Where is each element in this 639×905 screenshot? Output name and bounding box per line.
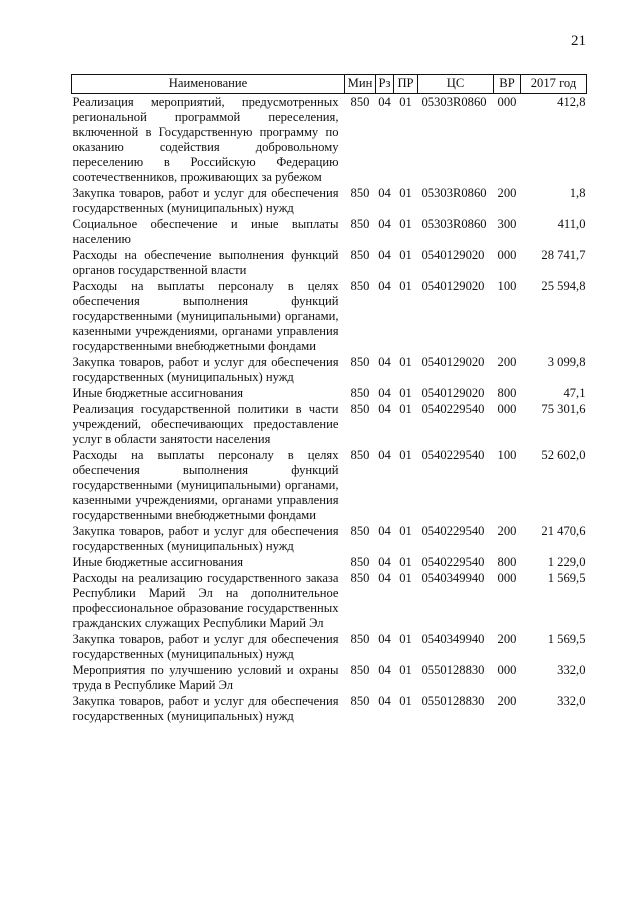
row-vr: 000 — [497, 402, 517, 416]
row-cs: 0540229540 — [421, 524, 485, 538]
row-name: Закупка товаров, работ и услуг для обеспечения государственных (муниципальных) нужд — [72, 632, 339, 661]
table-row — [72, 631, 587, 662]
row-rz: 04 — [378, 355, 391, 369]
row-rz: 04 — [378, 186, 391, 200]
row-cs: 0550128830 — [421, 694, 485, 708]
row-min: 850 — [350, 555, 370, 569]
row-pr: 01 — [399, 571, 412, 585]
row-cs: 0540349940 — [421, 632, 485, 646]
row-rz: 04 — [378, 217, 391, 231]
row-cs: 0550128830 — [421, 663, 485, 677]
row-rz: 04 — [378, 448, 391, 462]
row-rz: 04 — [378, 632, 391, 646]
row-pr: 01 — [399, 217, 412, 231]
row-name: Закупка товаров, работ и услуг для обеспечения государственных (муниципальных) нужд — [72, 186, 339, 215]
row-vr: 100 — [497, 448, 517, 462]
row-min: 850 — [350, 663, 370, 677]
row-name: Социальное обеспечение и иные выплаты населению — [72, 217, 339, 246]
row-pr: 01 — [399, 402, 412, 416]
page-number: 21 — [571, 33, 586, 49]
row-name: Закупка товаров, работ и услуг для обеспечения государственных (муниципальных) нужд — [72, 694, 339, 723]
row-vr: 100 — [497, 279, 517, 293]
row-pr: 01 — [399, 95, 412, 109]
row-rz: 04 — [378, 571, 391, 585]
row-amount: 332,0 — [557, 694, 586, 708]
row-pr: 01 — [399, 663, 412, 677]
row-rz: 04 — [378, 694, 391, 708]
row-vr: 200 — [497, 524, 517, 538]
row-amount: 411,0 — [557, 217, 586, 231]
row-amount: 1 229,0 — [547, 555, 586, 569]
col-min-header: Мин — [345, 75, 376, 94]
col-pr-header: ПР — [394, 75, 418, 94]
row-min: 850 — [350, 248, 370, 262]
row-rz: 04 — [378, 663, 391, 677]
row-name: Реализация мероприятий, предусмотренных региональной программой переселения, включенной в Государственную программу по оказанию содействия добровольному переселению в Российскую Федерацию соотечественников, проживающих за рубежом — [72, 95, 339, 184]
row-min: 850 — [350, 217, 370, 231]
row-min: 850 — [350, 402, 370, 416]
col-cs-header: ЦС — [418, 75, 494, 94]
row-min: 850 — [350, 632, 370, 646]
row-vr: 200 — [497, 694, 517, 708]
row-amount: 25 594,8 — [541, 279, 586, 293]
table-row — [72, 401, 587, 447]
row-vr: 000 — [497, 663, 517, 677]
row-cs: 0540229540 — [421, 555, 485, 569]
table-row — [72, 278, 587, 354]
table-row — [72, 94, 587, 186]
row-rz: 04 — [378, 555, 391, 569]
table-row — [72, 216, 587, 247]
row-rz: 04 — [378, 248, 391, 262]
row-pr: 01 — [399, 248, 412, 262]
row-cs: 05303R0860 — [421, 95, 487, 109]
table-row — [72, 447, 587, 523]
row-vr: 300 — [497, 217, 517, 231]
row-vr: 800 — [497, 386, 517, 400]
table-row — [72, 570, 587, 631]
row-cs: 0540229540 — [421, 448, 485, 462]
row-min: 850 — [350, 448, 370, 462]
table-row — [72, 693, 587, 724]
table-body — [72, 94, 587, 725]
row-name: Расходы на реализацию государственного заказа Республики Марий Эл на дополнительное профессиональное образование государственных гражданских служащих Республики Марий Эл — [72, 571, 339, 630]
row-rz: 04 — [378, 386, 391, 400]
row-pr: 01 — [399, 555, 412, 569]
row-name: Иные бюджетные ассигнования — [72, 555, 244, 569]
row-name: Закупка товаров, работ и услуг для обеспечения государственных (муниципальных) нужд — [72, 355, 339, 384]
row-pr: 01 — [399, 448, 412, 462]
row-min: 850 — [350, 524, 370, 538]
row-amount: 75 301,6 — [541, 402, 586, 416]
row-rz: 04 — [378, 402, 391, 416]
table-row — [72, 247, 587, 278]
row-cs: 0540349940 — [421, 571, 485, 585]
table-row — [72, 662, 587, 693]
row-pr: 01 — [399, 279, 412, 293]
row-vr: 200 — [497, 632, 517, 646]
row-name: Мероприятия по улучшению условий и охраны труда в Республике Марий Эл — [72, 663, 339, 692]
table-row — [72, 354, 587, 385]
row-pr: 01 — [399, 694, 412, 708]
row-min: 850 — [350, 186, 370, 200]
row-min: 850 — [350, 355, 370, 369]
row-cs: 05303R0860 — [421, 186, 487, 200]
row-cs: 0540229540 — [421, 402, 485, 416]
row-vr: 200 — [497, 186, 517, 200]
table-header — [72, 75, 587, 94]
col-amount-header: 2017 год — [521, 75, 587, 94]
row-amount: 332,0 — [557, 663, 586, 677]
row-cs: 0540129020 — [421, 248, 485, 262]
row-min: 850 — [350, 95, 370, 109]
row-cs: 0540129020 — [421, 355, 485, 369]
row-amount: 412,8 — [557, 95, 586, 109]
row-min: 850 — [350, 571, 370, 585]
row-pr: 01 — [399, 186, 412, 200]
row-name: Закупка товаров, работ и услуг для обеспечения государственных (муниципальных) нужд — [72, 524, 339, 553]
table-row — [72, 385, 587, 401]
row-rz: 04 — [378, 279, 391, 293]
row-amount: 21 470,6 — [541, 524, 586, 538]
row-pr: 01 — [399, 386, 412, 400]
row-amount: 47,1 — [563, 386, 586, 400]
row-vr: 000 — [497, 248, 517, 262]
row-amount: 28 741,7 — [541, 248, 586, 262]
row-vr: 000 — [497, 95, 517, 109]
row-cs: 05303R0860 — [421, 217, 487, 231]
row-name: Иные бюджетные ассигнования — [72, 386, 244, 400]
row-min: 850 — [350, 279, 370, 293]
row-amount: 1 569,5 — [547, 632, 586, 646]
col-name-header: Наименование — [72, 75, 345, 94]
row-amount: 1 569,5 — [547, 571, 586, 585]
row-cs: 0540129020 — [421, 279, 485, 293]
row-rz: 04 — [378, 524, 391, 538]
row-min: 850 — [350, 694, 370, 708]
row-pr: 01 — [399, 632, 412, 646]
table-row — [72, 554, 587, 570]
header-row — [72, 75, 587, 94]
row-name: Расходы на обеспечение выполнения функций органов государственной власти — [72, 248, 339, 277]
row-name: Расходы на выплаты персоналу в целях обеспечения выполнения функций государственными (муниципальными) органами, казенными учреждениями, органами управления государственными внебюджетными фондами — [72, 448, 339, 522]
row-pr: 01 — [399, 355, 412, 369]
row-name: Расходы на выплаты персоналу в целях обеспечения выполнения функций государственными (муниципальными) органами, казенными учреждениями, органами управления государственными внебюджетными фондами — [72, 279, 339, 353]
row-amount: 1,8 — [569, 186, 586, 200]
row-min: 850 — [350, 386, 370, 400]
row-amount: 3 099,8 — [547, 355, 586, 369]
row-name: Реализация государственной политики в части учреждений, обеспечивающих предоставление услуг в области занятости населения — [72, 402, 339, 446]
col-rz-header: Рз — [376, 75, 394, 94]
row-vr: 000 — [497, 571, 517, 585]
table-row — [72, 185, 587, 216]
row-pr: 01 — [399, 524, 412, 538]
row-amount: 52 602,0 — [541, 448, 586, 462]
row-cs: 0540129020 — [421, 386, 485, 400]
col-vr-header: ВР — [494, 75, 521, 94]
table-row — [72, 523, 587, 554]
budget-table — [71, 74, 587, 724]
row-vr: 200 — [497, 355, 517, 369]
row-vr: 800 — [497, 555, 517, 569]
row-rz: 04 — [378, 95, 391, 109]
